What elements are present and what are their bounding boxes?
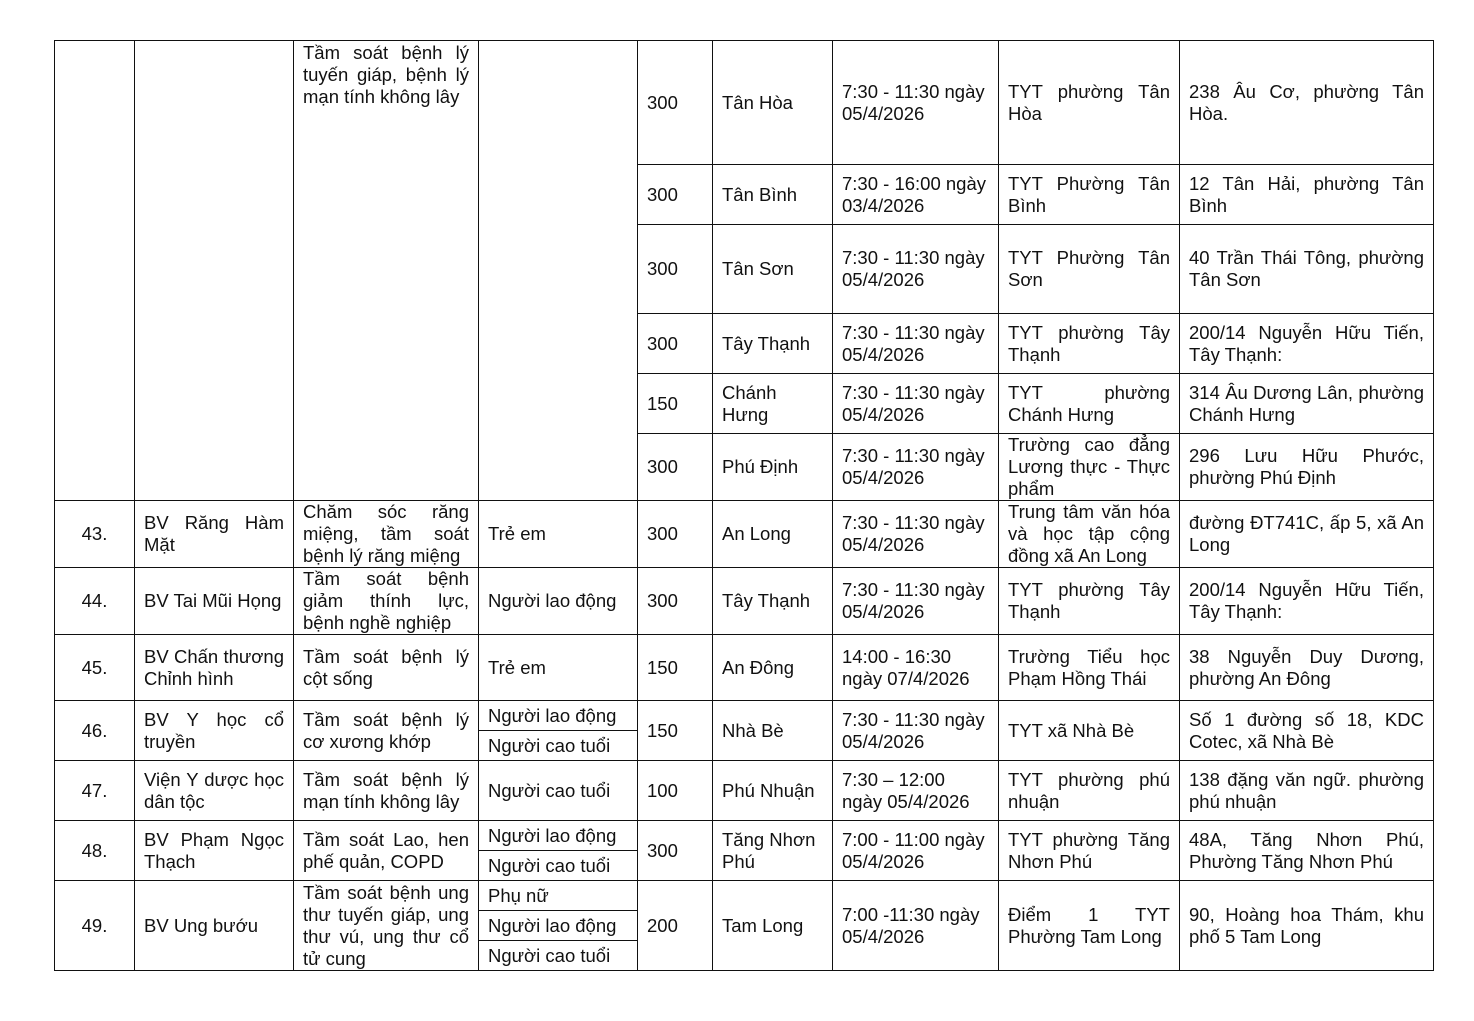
address-cell: 314 Âu Dương Lân, phường Chánh Hưng — [1180, 374, 1434, 434]
target-cell: Người cao tuổi — [479, 941, 638, 971]
target-cell — [479, 41, 638, 501]
quantity-cell: 200 — [638, 881, 713, 971]
content-cell: Tầm soát bệnh lý cơ xương khớp — [294, 701, 479, 761]
unit-cell — [135, 41, 294, 501]
address-cell: 238 Âu Cơ, phường Tân Hòa. — [1180, 41, 1434, 165]
time-cell: 14:00 - 16:30 ngày 07/4/2026 — [833, 635, 999, 701]
ward-cell: Phú Định — [713, 434, 833, 501]
screening-schedule-table — [54, 40, 1434, 971]
content-cell: Tầm soát bệnh ung thư tuyến giáp, ung thư vú, ung thư cổ tử cung — [294, 881, 479, 971]
content-cell: Chăm sóc răng miệng, tầm soát bệnh lý răng miệng — [294, 501, 479, 568]
ward-cell: An Long — [713, 501, 833, 568]
unit-cell: BV Răng Hàm Mặt — [135, 501, 294, 568]
ward-cell: Tây Thạnh — [713, 314, 833, 374]
quantity-cell: 300 — [638, 501, 713, 568]
target-cell: Phụ nữ — [479, 881, 638, 911]
unit-cell: BV Chấn thương Chỉnh hình — [135, 635, 294, 701]
place-cell: TYT Phường Tân Sơn — [999, 225, 1180, 314]
row-number-cell — [55, 41, 135, 501]
place-cell: Điểm 1 TYT Phường Tam Long — [999, 881, 1180, 971]
row-number-cell: 43. — [55, 501, 135, 568]
target-cell: Trẻ em — [479, 635, 638, 701]
place-cell: Trường cao đẳng Lương thực - Thực phẩm — [999, 434, 1180, 501]
quantity-cell: 300 — [638, 41, 713, 165]
place-cell: TYT phường phú nhuận — [999, 761, 1180, 821]
time-cell: 7:30 - 16:00 ngày 03/4/2026 — [833, 165, 999, 225]
time-cell: 7:30 - 11:30 ngày 05/4/2026 — [833, 225, 999, 314]
address-cell: 48A, Tăng Nhơn Phú, Phường Tăng Nhơn Phú — [1180, 821, 1434, 881]
ward-cell: Nhà Bè — [713, 701, 833, 761]
content-cell: Tầm soát bệnh giảm thính lực, bệnh nghề nghiệp — [294, 568, 479, 635]
time-cell: 7:30 - 11:30 ngày 05/4/2026 — [833, 434, 999, 501]
table-row — [55, 821, 1434, 851]
time-cell: 7:30 - 11:30 ngày 05/4/2026 — [833, 501, 999, 568]
target-cell: Người cao tuổi — [479, 851, 638, 881]
address-cell: 200/14 Nguyễn Hữu Tiến, Tây Thạnh: — [1180, 314, 1434, 374]
address-cell: 40 Trần Thái Tông, phường Tân Sơn — [1180, 225, 1434, 314]
quantity-cell: 300 — [638, 314, 713, 374]
quantity-cell: 300 — [638, 165, 713, 225]
quantity-cell: 300 — [638, 568, 713, 635]
quantity-cell: 300 — [638, 434, 713, 501]
unit-cell: Viện Y dược học dân tộc — [135, 761, 294, 821]
place-cell: TYT phường Tân Hòa — [999, 41, 1180, 165]
time-cell: 7:30 - 11:30 ngày 05/4/2026 — [833, 314, 999, 374]
time-cell: 7:30 - 11:30 ngày 05/4/2026 — [833, 41, 999, 165]
quantity-cell: 150 — [638, 635, 713, 701]
address-cell: 38 Nguyễn Duy Dương, phường An Đông — [1180, 635, 1434, 701]
address-cell: Số 1 đường số 18, KDC Cotec, xã Nhà Bè — [1180, 701, 1434, 761]
ward-cell: Tăng Nhơn Phú — [713, 821, 833, 881]
table-row — [55, 881, 1434, 911]
table-row — [55, 568, 1434, 635]
unit-cell: BV Y học cổ truyền — [135, 701, 294, 761]
address-cell: đường ĐT741C, ấp 5, xã An Long — [1180, 501, 1434, 568]
content-cell: Tầm soát bệnh lý mạn tính không lây — [294, 761, 479, 821]
time-cell: 7:30 – 12:00 ngày 05/4/2026 — [833, 761, 999, 821]
ward-cell: Phú Nhuận — [713, 761, 833, 821]
ward-cell: Tam Long — [713, 881, 833, 971]
quantity-cell: 150 — [638, 374, 713, 434]
place-cell: TYT xã Nhà Bè — [999, 701, 1180, 761]
target-cell: Người lao động — [479, 821, 638, 851]
quantity-cell: 300 — [638, 225, 713, 314]
content-cell: Tầm soát bệnh lý cột sống — [294, 635, 479, 701]
content-cell: Tầm soát Lao, hen phế quản, COPD — [294, 821, 479, 881]
ward-cell: An Đông — [713, 635, 833, 701]
place-cell: Trường Tiểu học Phạm Hồng Thái — [999, 635, 1180, 701]
place-cell: TYT phường Tăng Nhơn Phú — [999, 821, 1180, 881]
address-cell: 90, Hoàng hoa Thám, khu phố 5 Tam Long — [1180, 881, 1434, 971]
target-cell: Người lao động — [479, 568, 638, 635]
ward-cell: Tân Sơn — [713, 225, 833, 314]
target-cell: Người lao động — [479, 911, 638, 941]
time-cell: 7:30 - 11:30 ngày 05/4/2026 — [833, 374, 999, 434]
place-cell: TYT phường Chánh Hưng — [999, 374, 1180, 434]
ward-cell: Tân Bình — [713, 165, 833, 225]
address-cell: 12 Tân Hải, phường Tân Bình — [1180, 165, 1434, 225]
row-number-cell: 47. — [55, 761, 135, 821]
target-cell: Trẻ em — [479, 501, 638, 568]
time-cell: 7:30 - 11:30 ngày 05/4/2026 — [833, 568, 999, 635]
time-cell: 7:30 - 11:30 ngày 05/4/2026 — [833, 701, 999, 761]
place-cell: Trung tâm văn hóa và học tập cộng đồng xã An Long — [999, 501, 1180, 568]
quantity-cell: 150 — [638, 701, 713, 761]
place-cell: TYT Phường Tân Bình — [999, 165, 1180, 225]
address-cell: 200/14 Nguyễn Hữu Tiến, Tây Thạnh: — [1180, 568, 1434, 635]
row-number-cell: 44. — [55, 568, 135, 635]
row-number-cell: 48. — [55, 821, 135, 881]
target-cell: Người cao tuổi — [479, 731, 638, 761]
quantity-cell: 300 — [638, 821, 713, 881]
time-cell: 7:00 -11:30 ngày 05/4/2026 — [833, 881, 999, 971]
address-cell: 296 Lưu Hữu Phước, phường Phú Định — [1180, 434, 1434, 501]
row-number-cell: 49. — [55, 881, 135, 971]
table-row — [55, 635, 1434, 701]
time-cell: 7:00 - 11:00 ngày 05/4/2026 — [833, 821, 999, 881]
ward-cell: Tây Thạnh — [713, 568, 833, 635]
row-number-cell: 46. — [55, 701, 135, 761]
table-row — [55, 501, 1434, 568]
table-row — [55, 41, 1434, 165]
unit-cell: BV Phạm Ngọc Thạch — [135, 821, 294, 881]
place-cell: TYT phường Tây Thạnh — [999, 568, 1180, 635]
content-cell: Tầm soát bệnh lý tuyến giáp, bệnh lý mạn tính không lây — [294, 41, 479, 501]
target-cell: Người cao tuổi — [479, 761, 638, 821]
ward-cell: Tân Hòa — [713, 41, 833, 165]
unit-cell: BV Ung bướu — [135, 881, 294, 971]
place-cell: TYT phường Tây Thạnh — [999, 314, 1180, 374]
quantity-cell: 100 — [638, 761, 713, 821]
row-number-cell: 45. — [55, 635, 135, 701]
ward-cell: Chánh Hưng — [713, 374, 833, 434]
address-cell: 138 đặng văn ngữ. phường phú nhuận — [1180, 761, 1434, 821]
table-row — [55, 761, 1434, 821]
target-cell: Người lao động — [479, 701, 638, 731]
unit-cell: BV Tai Mũi Họng — [135, 568, 294, 635]
table-row — [55, 701, 1434, 731]
